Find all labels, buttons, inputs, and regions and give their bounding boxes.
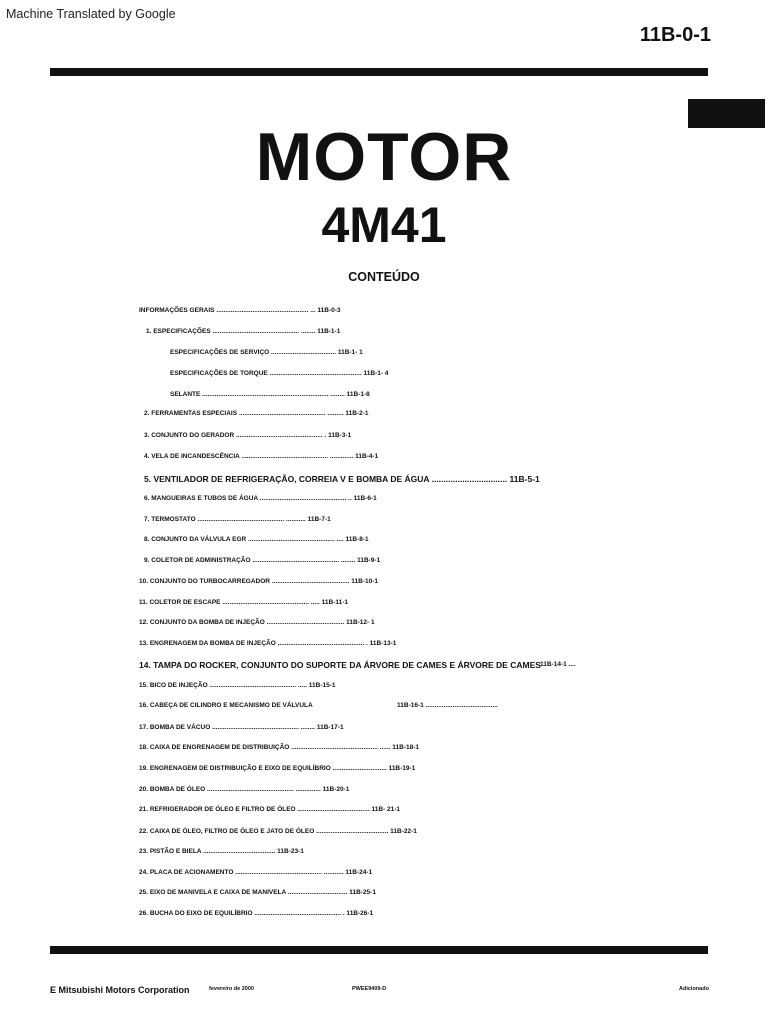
page-number: 11B-0-1 bbox=[639, 24, 711, 46]
toc-entry[interactable]: 1. ESPECIFICAÇÕES ................................................ ........ 11B-1-1 bbox=[146, 328, 341, 335]
toc-entry[interactable]: ESPECIFICAÇÕES DE SERVIÇO .................................... 11B-1- 1 bbox=[170, 349, 363, 356]
bottom-divider bbox=[50, 946, 708, 954]
toc-entry[interactable]: 9. COLETOR DE ADMINISTRAÇÃO ................................................ ........ 11B-9-1 bbox=[144, 557, 381, 564]
toc-entry[interactable]: 21. REFRIGERADOR DE ÓLEO E FILTRO DE ÓLEO ........................................ 11B- 21-1 bbox=[139, 806, 401, 813]
toc-entry[interactable]: 2. FERRAMENTAS ESPECIAIS ................................................ ......... 11B-2-1 bbox=[144, 410, 369, 417]
machine-translated-label: Machine Translated by Google bbox=[6, 7, 176, 21]
engine-model-subtitle: 4M41 bbox=[321, 197, 447, 253]
document-title: MOTOR bbox=[255, 119, 513, 195]
toc-entry[interactable]: 16. CABEÇA DE CILINDRO E MECANISMO DE VÁLVULA bbox=[139, 702, 313, 709]
toc-entry[interactable]: 19. ENGRENAGEM DE DISTRIBUIÇÃO E EIXO DE EQUILÍBRIO .............................. 11B-19-1 bbox=[139, 765, 416, 772]
toc-entry-page-ref: 11B-16-1 ........................................ bbox=[397, 702, 498, 709]
toc-entry[interactable]: 10. CONJUNTO DO TURBOCARREGADOR ........................................... 11B-10-1 bbox=[139, 578, 378, 585]
toc-entry[interactable]: 15. BICO DE INJEÇÃO ................................................ ..... 11B-15-1 bbox=[139, 682, 336, 689]
toc-entry[interactable]: SELANTE ...................................................................... ........ 11B-1-8 bbox=[170, 391, 370, 398]
toc-entry[interactable]: 18. CAIXA DE ENGRENAGEM DE DISTRIBUIÇÃO ................................................ ...... 11B-18-1 bbox=[139, 744, 420, 751]
toc-entry-page-ref: 11B-14-1 .... bbox=[540, 661, 576, 668]
toc-entry[interactable]: 4. VELA DE INCANDESCÊNCIA ................................................ ............. 11B-4-1 bbox=[144, 453, 379, 460]
toc-entry[interactable]: 12. CONJUNTO DA BOMBA DE INJEÇÃO ........................................... 11B-12- 1 bbox=[139, 619, 375, 626]
toc-entry[interactable]: 23. PISTÃO E BIELA ........................................ 11B-23-1 bbox=[139, 848, 304, 855]
toc-entry[interactable]: 22. CAIXA DE ÓLEO, FILTRO DE ÓLEO E JATO DE ÓLEO ........................................ 11B-22-1 bbox=[139, 828, 417, 835]
contents-heading: CONTEÚDO bbox=[348, 270, 420, 284]
toc-entry[interactable]: 6. MANGUEIRAS E TUBOS DE ÁGUA ................................................ .. 11B-6-1 bbox=[144, 495, 377, 502]
toc-entry[interactable]: 11. COLETOR DE ESCAPE ................................................ ..... 11B-11-1 bbox=[139, 599, 349, 606]
toc-entry[interactable]: 8. CONJUNTO DA VÁLVULA EGR ................................................ .... 11B-8-1 bbox=[144, 536, 369, 543]
toc-entry[interactable]: ESPECIFICAÇÕES DE TORQUE ................................................... 11B-1- 4 bbox=[170, 370, 389, 377]
toc-entry[interactable]: 17. BOMBA DE VÁCUO ................................................ ........ 11B-17-1 bbox=[139, 724, 344, 731]
toc-entry[interactable]: 20. BOMBA DE ÓLEO ................................................ .............. 11B-20-1 bbox=[139, 786, 350, 793]
toc-entry[interactable]: INFORMAÇÕES GERAIS ................................................... ... 11B-0-3 bbox=[139, 307, 341, 314]
toc-entry[interactable]: 14. TAMPA DO ROCKER, CONJUNTO DO SUPORTE DA ÁRVORE DE CAMES E ÁRVORE DE CAMES bbox=[139, 660, 541, 670]
toc-entry[interactable]: 5. VENTILADOR DE REFRIGERAÇÃO, CORREIA V E BOMBA DE ÁGUA ................................ 11B-5-1 bbox=[144, 474, 540, 484]
toc-entry[interactable]: 3. CONJUNTO DO GERADOR ................................................ . 11B-3-1 bbox=[144, 432, 352, 439]
footer-corporation: E Mitsubishi Motors Corporation bbox=[50, 985, 190, 995]
toc-entry[interactable]: 26. BUCHA DO EIXO DE EQUILÍBRIO ................................................ . 11B-26-1 bbox=[139, 910, 374, 917]
toc-entry[interactable]: 25. EIXO DE MANIVELA E CAIXA DE MANIVELA ................................. 11B-25-1 bbox=[139, 889, 376, 896]
footer-date: fevereiro de 2000 bbox=[209, 986, 254, 992]
footer-added-label: Adicionado bbox=[679, 986, 709, 992]
footer-document-code: PWEE9409-D bbox=[352, 986, 387, 992]
toc-entry[interactable]: 13. ENGRENAGEM DA BOMBA DE INJEÇÃO ................................................ . 11B-13-1 bbox=[139, 640, 397, 647]
toc-entry[interactable]: 7. TERMOSTATO ................................................ ........... 11B-7-1 bbox=[144, 516, 331, 523]
toc-entry[interactable]: 24. PLACA DE ACIONAMENTO ................................................ ........... 11B-24-1 bbox=[139, 869, 373, 876]
